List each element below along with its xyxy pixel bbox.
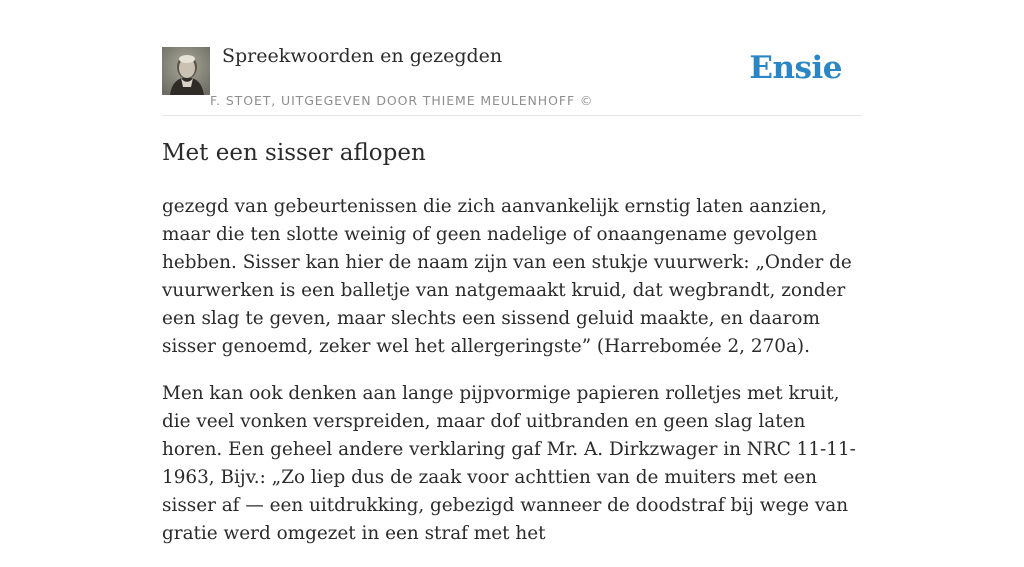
source-title[interactable]: Spreekwoorden en gezegden bbox=[222, 45, 503, 67]
author-portrait-image bbox=[162, 47, 210, 95]
entry-body bbox=[162, 193, 867, 567]
entry-title: Met een sisser aflopen bbox=[162, 140, 426, 166]
brand-logo[interactable]: Ensie bbox=[749, 50, 842, 86]
entry-header bbox=[162, 40, 862, 116]
source-attribution: F. STOET, UITGEGEVEN DOOR THIEME MEULENHOFF © bbox=[210, 93, 594, 108]
entry-paragraph: Men kan ook denken aan lange pijpvormige papieren rolletjes met kruit, die veel vonken verspreiden, maar dof uitbranden en geen slag laten horen. Een geheel andere verklaring gaf Mr. A. Dirkzwager in NRC 11-11-1963, Bijv.: „Zo liep dus de zaak voor achttien van de muiters met een sisser af — een uitdrukking, gebezigd wanneer de doodstraf bij wege van gratie werd omgezet in een straf met het bbox=[162, 383, 856, 544]
entry-paragraph: gezegd van gebeurtenissen die zich aanvankelijk ernstig laten aanzien, maar die ten slotte weinig of geen nadelige of onaangename gevolgen hebben. Sisser kan hier de naam zijn van een stukje vuurwerk: „Onder de vuurwerken is een balletje van natgemaakt kruid, dat wegbrandt, zonder een slag te geven, maar slechts een sissend geluid maakte, en daarom sisser genoemd, zeker wel het allergeringste” (Harrebomée 2, 270a). bbox=[162, 196, 852, 357]
author-avatar bbox=[162, 47, 210, 95]
